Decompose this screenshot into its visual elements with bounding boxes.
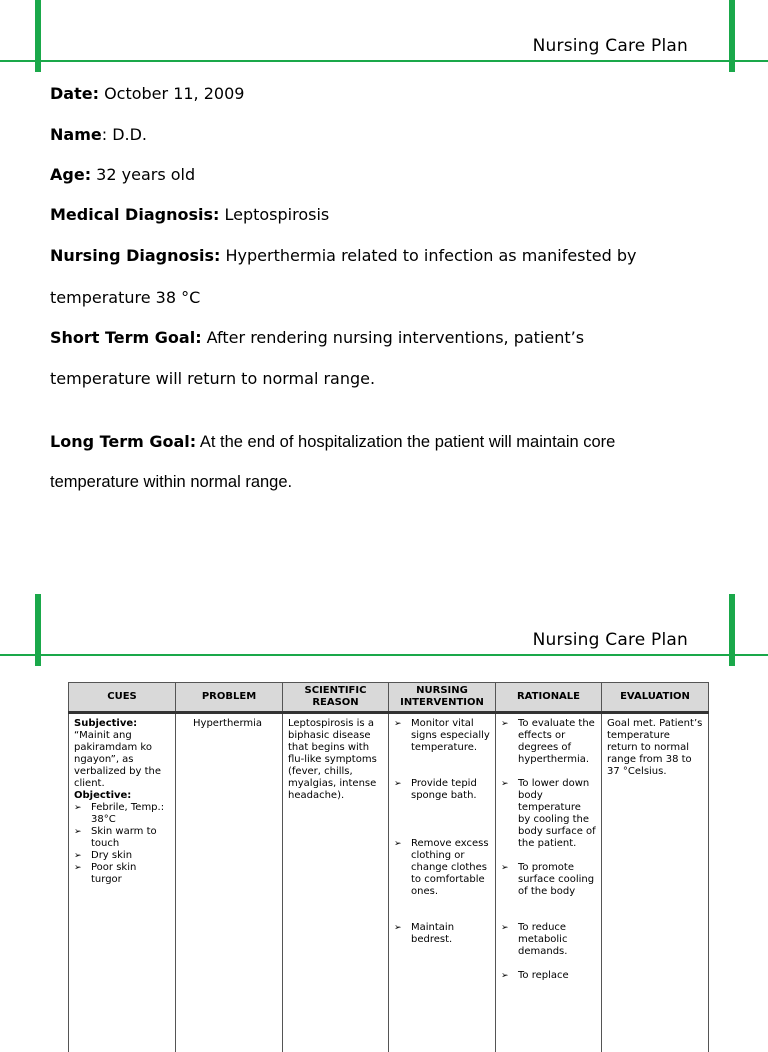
header-cues: CUES	[69, 683, 176, 713]
nursing-diagnosis-label: Nursing Diagnosis:	[50, 246, 220, 265]
objective-label: Objective:	[74, 790, 170, 802]
list-item: ➢ To replace	[501, 970, 596, 982]
date-row	[50, 84, 244, 103]
list-item: ➢ To lower down body temperature by cooling the body surface of the patient.	[501, 778, 596, 850]
list-item: ➢ To evaluate the effects or degrees of hyperthermia.	[501, 718, 596, 766]
medical-diagnosis-value: Leptospirosis	[219, 205, 329, 224]
name-label: Name	[50, 125, 102, 144]
subjective-label: Subjective:	[74, 718, 170, 730]
header-nursing-intervention: NURSING INTERVENTION	[389, 683, 496, 713]
name-row	[50, 125, 147, 144]
header-title: Nursing Care Plan	[533, 36, 688, 56]
nursing-diagnosis-continued: temperature 38 °C	[50, 288, 200, 307]
rationale-list	[501, 718, 596, 982]
scientific-reason-text: Leptospirosis is a biphasic disease that begins with flu-like symptoms (fever, chills, myalgias, intense headache).	[288, 718, 383, 802]
list-item: ➢ To promote surface cooling of the body	[501, 862, 596, 898]
nursing-diagnosis-row	[50, 246, 636, 265]
list-item: ➢ Febrile, Temp.: 38°C	[74, 802, 170, 826]
list-item: ➢ Maintain bedrest.	[394, 922, 490, 946]
header-scientific-reason: SCIENTIFIC REASON	[283, 683, 389, 713]
evaluation-cell	[602, 713, 709, 1052]
name-value: : D.D.	[102, 125, 147, 144]
page-header-second	[0, 594, 768, 674]
cues-cell	[69, 713, 176, 1052]
list-item: ➢ Dry skin	[74, 850, 170, 862]
intervention-cell	[389, 713, 496, 1052]
list-item: ➢ To reduce metabolic demands.	[501, 922, 596, 958]
header-rationale: RATIONALE	[496, 683, 602, 713]
header-problem: PROBLEM	[176, 683, 283, 713]
header-title: Nursing Care Plan	[533, 630, 688, 650]
short-term-goal-value: After rendering nursing interventions, patient’s	[202, 328, 584, 347]
table-header-row	[69, 683, 709, 713]
list-item: ➢ Skin warm to touch	[74, 826, 170, 850]
long-term-goal-continued: temperature within normal range.	[50, 473, 292, 492]
problem-text: Hyperthermia	[181, 718, 277, 730]
medical-diagnosis-row	[50, 205, 329, 224]
header-rule	[0, 60, 768, 62]
date-value: October 11, 2009	[99, 84, 244, 103]
date-label: Date:	[50, 84, 99, 103]
short-term-goal-label: Short Term Goal:	[50, 328, 202, 347]
list-item: ➢ Remove excess clothing or change clothes to comfortable ones.	[394, 838, 490, 898]
care-plan-table	[68, 682, 709, 1052]
age-row	[50, 165, 195, 184]
header-evaluation: EVALUATION	[602, 683, 709, 713]
rationale-cell	[496, 713, 602, 1052]
long-term-goal-label: Long Term Goal:	[50, 432, 196, 451]
long-term-goal-row	[50, 432, 615, 452]
list-item: ➢ Poor skin turgor	[74, 862, 170, 886]
short-term-goal-row	[50, 328, 584, 347]
objective-list	[74, 802, 170, 886]
medical-diagnosis-label: Medical Diagnosis:	[50, 205, 219, 224]
header-rule	[0, 654, 768, 656]
long-term-goal-value: At the end of hospitalization the patient will maintain core	[196, 433, 615, 451]
list-item: ➢ Provide tepid sponge bath.	[394, 778, 490, 802]
scientific-reason-cell	[283, 713, 389, 1052]
short-term-goal-continued: temperature will return to normal range.	[50, 369, 375, 388]
table-row	[69, 713, 709, 1052]
age-value: 32 years old	[91, 165, 195, 184]
list-item: ➢ Monitor vital signs especially temperature.	[394, 718, 490, 754]
evaluation-text: Goal met. Patient’s temperature return to normal range from 38 to 37 °Celsius.	[607, 718, 703, 778]
intervention-list	[394, 718, 490, 946]
age-label: Age:	[50, 165, 91, 184]
problem-cell	[176, 713, 283, 1052]
subjective-text: “Mainit ang pakiramdam ko ngayon”, as verbalized by the client.	[74, 730, 170, 790]
page-header-top	[0, 0, 768, 80]
nursing-diagnosis-value: Hyperthermia related to infection as manifested by	[220, 246, 636, 265]
